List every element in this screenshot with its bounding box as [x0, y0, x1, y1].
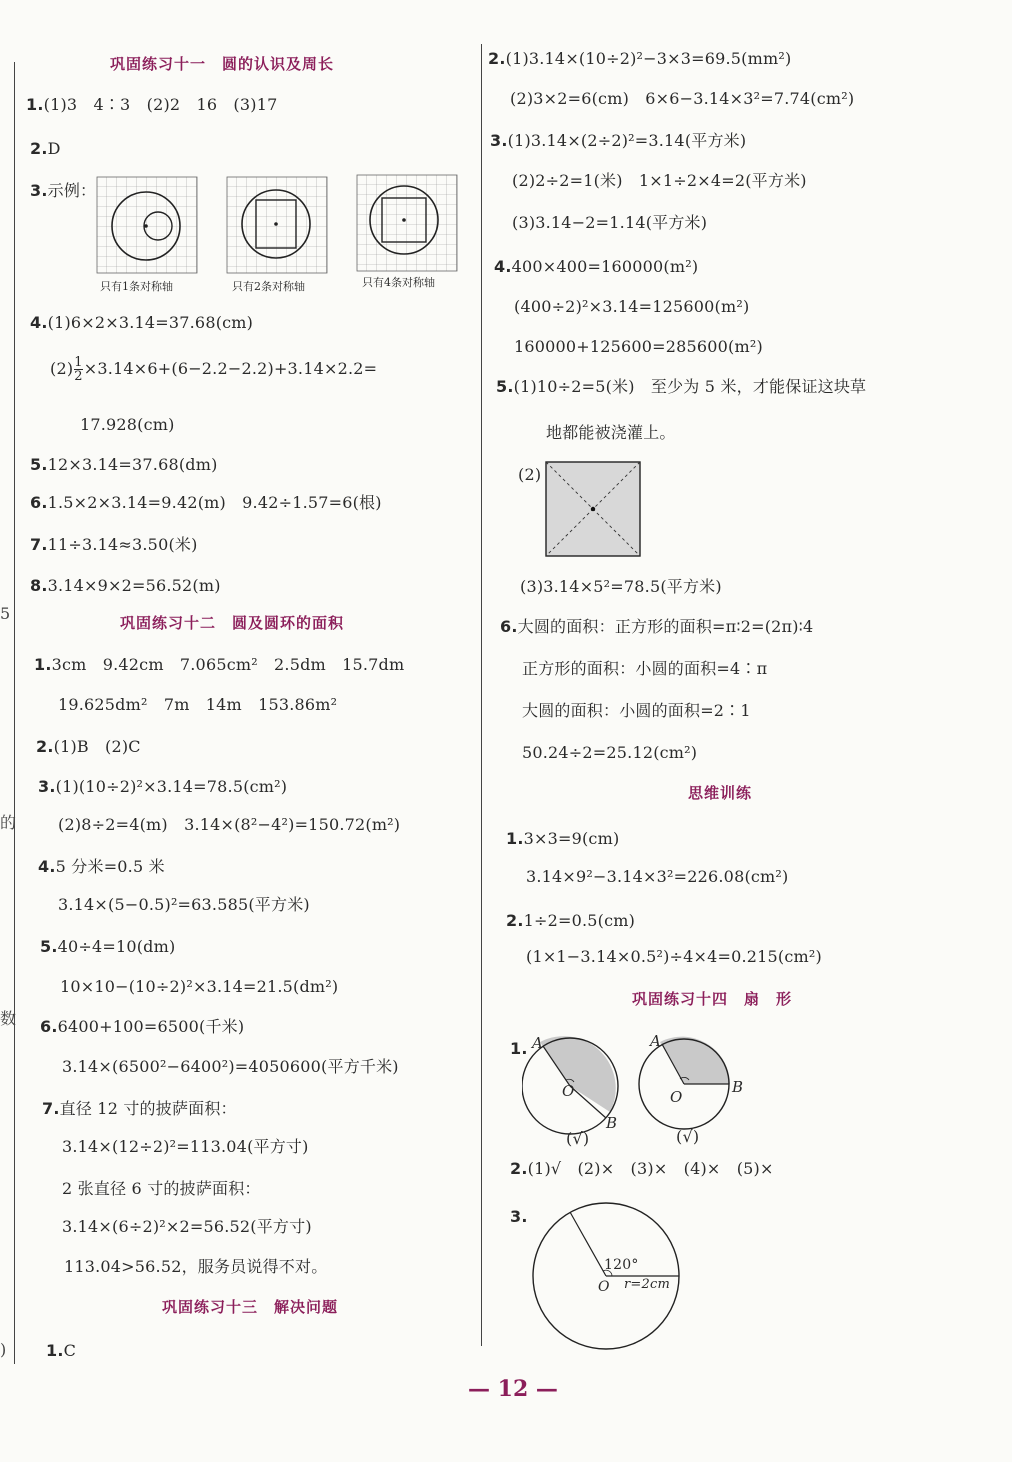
- answer-line: 大圆的面积：小圆的面积=2∶1: [522, 701, 751, 720]
- answer-line: (400÷2)²×3.14=125600(m²): [514, 297, 750, 316]
- answer-line: (2): [518, 465, 542, 484]
- edge-fragment: 数: [0, 1009, 17, 1028]
- point-label-B: B: [732, 1078, 744, 1096]
- answer-line: 5.40÷4=10(dm): [40, 937, 176, 956]
- answer-line: 2 张直径 6 寸的披萨面积：: [62, 1179, 261, 1198]
- figure-caption: 只有4条对称轴: [362, 276, 435, 289]
- answer-line: 5.(1)10÷2=5(米) 至少为 5 米，才能保证这块草: [496, 377, 867, 396]
- answer-line: 地都能被浇灌上。: [546, 423, 676, 442]
- section-title-12: 巩固练习十二 圆及圆环的面积: [120, 614, 345, 632]
- fraction-half: $\frac{1}{2}$: [74, 355, 83, 384]
- symmetry-figure-2: [226, 176, 330, 276]
- answer-line: 6.1.5×2×3.14=9.42(m) 9.42÷1.57=6(根): [30, 493, 382, 512]
- answer-line: 1.3×3=9(cm): [506, 829, 620, 848]
- answer-line: 3.(1)(10÷2)²×3.14=78.5(cm²): [38, 777, 288, 796]
- center-column-rule: [481, 44, 482, 1346]
- answer-line: 10×10−(10÷2)²×3.14=21.5(dm²): [60, 977, 339, 996]
- answer-line: 1.3cm 9.42cm 7.065cm² 2.5dm 15.7dm: [34, 655, 405, 674]
- answer-line: 7.11÷3.14≈3.50(米): [30, 535, 198, 554]
- answer-line: (2)2÷2=1(米) 1×1÷2×4=2(平方米): [512, 171, 807, 190]
- edge-fragment: ): [0, 1340, 7, 1359]
- answer-line: 3.14×(12÷2)²=113.04(平方寸): [62, 1137, 309, 1156]
- square-lawn-figure: [544, 460, 644, 560]
- section-title-thinking: 思维训练: [688, 784, 753, 802]
- answer-line: (2) $\frac{1}{2}$ ×3.14×6+(6−2.2−2.2)+3.14×2.2=: [50, 355, 378, 384]
- answer-line: 3.(1)3.14×(2÷2)²=3.14(平方米): [490, 131, 747, 150]
- answer-line: 3.14×(6÷2)²×2=56.52(平方寸): [62, 1217, 312, 1236]
- check-mark-2: (√): [676, 1127, 700, 1146]
- answer-line: 160000+125600=285600(m²): [514, 337, 763, 356]
- answer-line: 1.(1)3 4∶3 (2)2 16 (3)17: [26, 95, 278, 114]
- answer-line: 19.625dm² 7m 14m 153.86m²: [58, 695, 338, 714]
- answer-line: (2)3×2=6(cm) 6×6−3.14×3²=7.74(cm²): [510, 89, 855, 108]
- answer-line: 2.(1)B (2)C: [36, 737, 141, 756]
- page-number: — 12 —: [468, 1376, 558, 1402]
- answer-line: 正方形的面积：小圆的面积=4∶π: [522, 659, 768, 678]
- answer-line: 4.400×400=160000(m²): [494, 257, 699, 276]
- angle-label: 120°: [604, 1257, 639, 1273]
- answer-line: 3.14×(5−0.5)²=63.585(平方米): [58, 895, 310, 914]
- answer-line: 5.12×3.14=37.68(dm): [30, 455, 218, 474]
- answer-line: 3.14×9²−3.14×3²=226.08(cm²): [526, 867, 789, 886]
- left-margin-rule: [14, 62, 15, 1364]
- answer-line: 1.: [510, 1039, 528, 1058]
- point-label-A: A: [650, 1032, 662, 1050]
- answer-line: 113.04>56.52，服务员说得不对。: [64, 1257, 328, 1276]
- point-label-O: O: [598, 1279, 610, 1295]
- answer-line: (3)3.14×5²=78.5(平方米): [520, 577, 722, 596]
- edge-fragment: 的: [0, 813, 17, 832]
- answer-line: 2.(1)3.14×(10÷2)²−3×3=69.5(mm²): [488, 49, 792, 68]
- check-mark-1: (√): [566, 1129, 590, 1148]
- point-label-O: O: [670, 1088, 683, 1106]
- section-title-11: 巩固练习十一 圆的认识及周长: [110, 55, 335, 73]
- answer-line: 2.D: [30, 139, 61, 158]
- answer-line: 6.大圆的面积：正方形的面积=π∶2=(2π)∶4: [500, 617, 814, 636]
- point-label-B: B: [606, 1114, 618, 1132]
- section-title-13: 巩固练习十三 解决问题: [162, 1298, 339, 1316]
- section-title-14: 巩固练习十四 扇 形: [632, 990, 793, 1008]
- point-label-O: O: [562, 1082, 575, 1100]
- answer-line: 50.24÷2=25.12(cm²): [522, 743, 698, 762]
- answer-line: 3.14×(6500²−6400²)=4050600(平方千米): [62, 1057, 399, 1076]
- answer-line: (1×1−3.14×0.5²)÷4×4=0.215(cm²): [526, 947, 822, 966]
- answer-line: 2.(1)√ (2)× (3)× (4)× (5)×: [510, 1159, 774, 1178]
- answer-line: 4.(1)6×2×3.14=37.68(cm): [30, 313, 254, 332]
- answer-line: 7.直径 12 寸的披萨面积：: [42, 1099, 237, 1118]
- answer-line: 6.6400+100=6500(千米): [40, 1017, 245, 1036]
- answer-line: 2.1÷2=0.5(cm): [506, 911, 636, 930]
- point-label-A: A: [532, 1034, 544, 1052]
- symmetry-figure-1: [96, 176, 200, 276]
- radius-label: r=2cm: [624, 1277, 670, 1292]
- answer-line: 17.928(cm): [80, 415, 175, 434]
- answer-line: 1.C: [46, 1341, 77, 1360]
- figure-caption: 只有2条对称轴: [232, 280, 305, 293]
- answer-line: 4.5 分米=0.5 米: [38, 857, 165, 876]
- answer-line: (2)8÷2=4(m) 3.14×(8²−4²)=150.72(m²): [58, 815, 401, 834]
- answer-line: 3.: [510, 1207, 528, 1226]
- symmetry-figure-3: [356, 174, 460, 274]
- answer-line: 8.3.14×9×2=56.52(m): [30, 576, 221, 595]
- figure-caption: 只有1条对称轴: [100, 280, 173, 293]
- edge-fragment: 5: [0, 604, 11, 623]
- answer-line: (3)3.14−2=1.14(平方米): [512, 213, 708, 232]
- answer-line: 3.示例：: [30, 181, 97, 200]
